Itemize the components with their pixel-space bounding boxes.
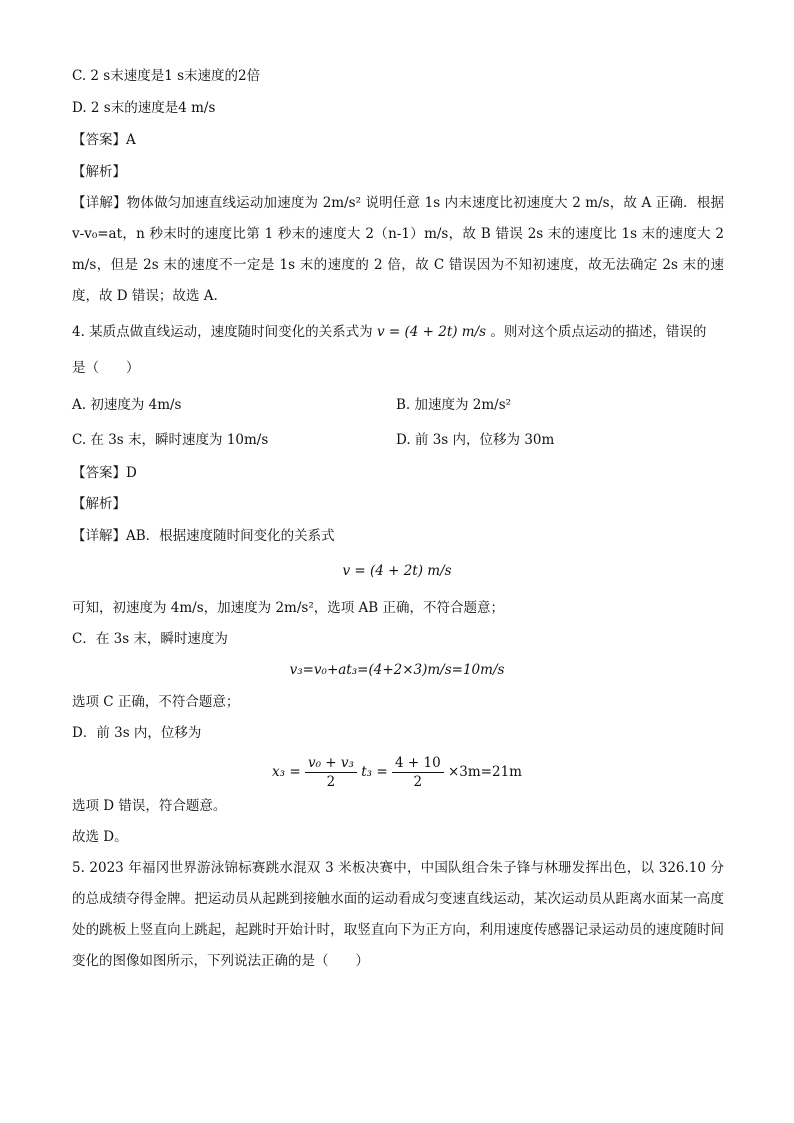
q5-stem-paragraph: 5. 2023 年福冈世界游泳锦标赛跳水混双 3 米板决赛中，中国队组合朱子锋与林珊发挥出色，以 326.10 分的总成绩夺得金牌。把运动员从起跳到接触水面的运动看成匀变速直线运动，某次运动员从距离水面某一高度处的跳板上竖直向上跳起，起跳时开始计时，取竖直向下为正方向，利用速度传感器记录运动员的速度随时间变化的图像如图所示，下列说法正确的是（ ） [72,860,724,969]
fraction-numeric [392,754,444,791]
formula-x3-rhs: ×3m=21m [447,764,522,780]
q3-analysis-label: 【解析】 [72,164,126,180]
q4-stem-line2: 是（ ） [72,360,140,376]
q4-stem-formula: v = (4 + 2t) m/s [376,324,487,340]
fraction-numerator: v₀ + v₃ [305,754,357,773]
q4-line-ab: 可知，初速度为 4m/s，加速度为 2m/s²，选项 AB 正确，不符合题意； [72,600,504,616]
q4-line-d: D．前 3s 内，位移为 [72,725,202,741]
formula-velocity-text: v = (4 + 2t) m/s [342,563,452,579]
fraction-denominator: 2 [326,774,336,790]
q4-option-b: B. 加速度为 2m/s² [396,397,512,413]
q4-stem-text: 4. 某质点做直线运动，速度随时间变化的关系式为 [72,324,373,340]
q4-detail-ab: 【详解】AB．根据速度随时间变化的关系式 [72,528,335,544]
fraction-numerator-numeric: 4 + 10 [392,754,444,773]
fraction-avg-velocity [305,754,357,791]
q4-stem-text-end: 。则对这个质点运动的描述，错误的 [490,324,707,340]
fraction-denominator-numeric: 2 [413,774,423,790]
q4-stem-line1 [72,322,706,342]
q4-conclusion: 故选 D。 [72,829,128,845]
q4-option-d: D. 前 3s 内，位移为 30m [396,432,555,448]
formula-velocity [0,561,794,581]
formula-x3 [0,752,794,792]
q3-detail-paragraph: 【详解】物体做匀加速直线运动加速度为 2m/s² 说明任意 1s 内末速度比初速度大 2 m/s，故 A 正确．根据 v-v₀=at，n 秒末时的速度比第 1 秒末的速度大 2（n-1）m/s，故 B 错误 2s 末的速度比 1s 末的速度大 2 m/s，但是 2s 末的速度不一定是 1s 末的速度的 2 倍，故 C 错误因为不知初速度，故无法确定 2s 末的速度，故 D 错误；故选 A. [72,195,724,304]
q4-option-a: A. 初速度为 4m/s [72,397,182,413]
q4-line-c: C．在 3s 末，瞬时速度为 [72,631,228,647]
option-d-prev: D. 2 s末的速度是4 m/s [72,100,216,116]
q4-option-c: C. 在 3s 末，瞬时速度为 10m/s [72,432,269,448]
formula-v3 [0,660,794,680]
formula-v3-text: v₃=v₀+at₃=(4+2×3)m/s=10m/s [289,662,505,678]
option-c-prev: C. 2 s末速度是1 s末速度的2倍 [72,68,261,84]
q4-line-c-result: 选项 C 正确，不符合题意； [72,694,240,710]
formula-x3-lhs: x₃ = [272,764,301,780]
q4-answer: 【答案】D [72,465,137,481]
q4-analysis-label: 【解析】 [72,496,126,512]
q3-answer: 【答案】A [72,132,136,148]
formula-x3-t3: t₃ = [361,764,388,780]
q4-line-d-result: 选项 D 错误，符合题意。 [72,798,227,814]
